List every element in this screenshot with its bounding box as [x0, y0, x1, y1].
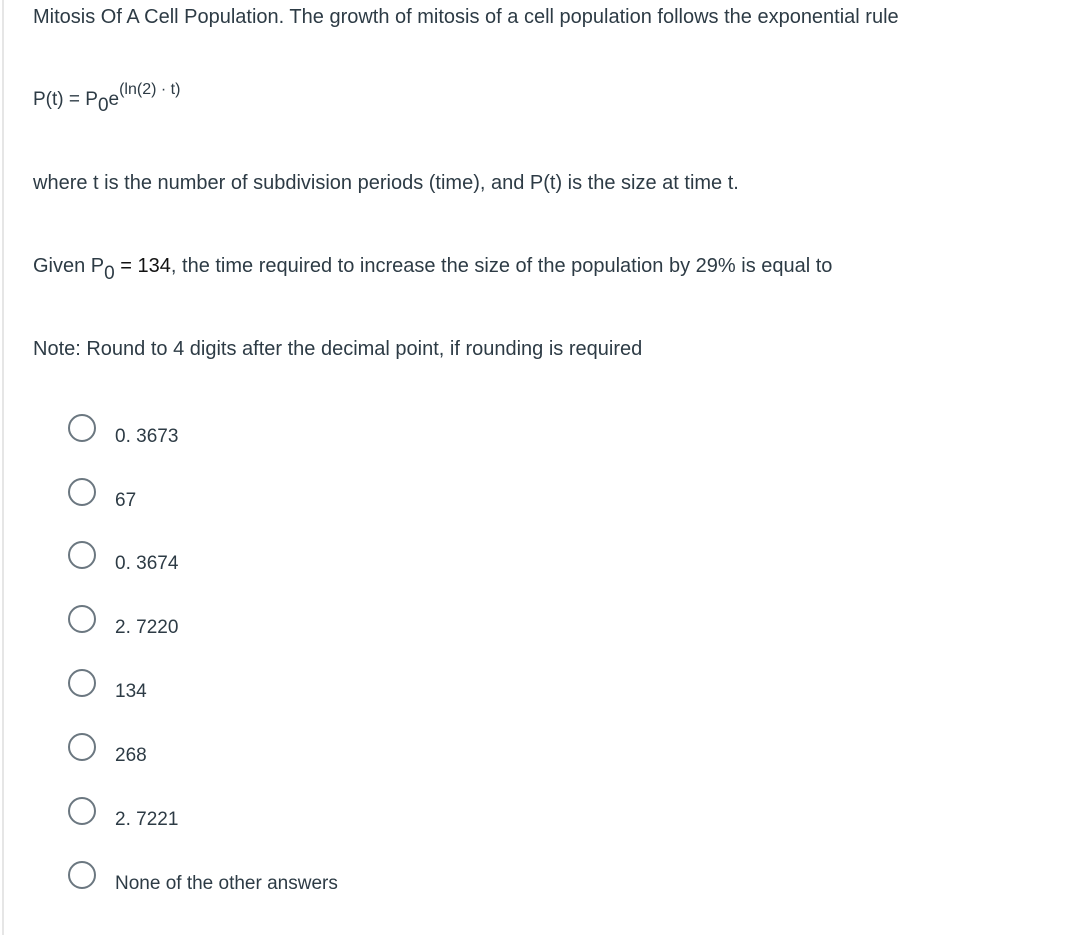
given-prefix: Given P	[33, 255, 105, 277]
given-subscript: 0	[104, 263, 115, 284]
answer-label: 0. 3673	[115, 426, 179, 447]
left-border	[2, 0, 4, 935]
where-text: where t is the number of subdivision periods (time), and P(t) is the size at time t.	[33, 172, 739, 194]
answer-option-6[interactable]	[68, 733, 468, 767]
answer-label: 67	[115, 490, 137, 511]
radio-button-icon[interactable]	[68, 797, 96, 825]
answer-option-2[interactable]	[68, 478, 468, 512]
radio-button-icon[interactable]	[68, 669, 96, 697]
answer-option-8[interactable]	[68, 861, 468, 895]
given-eq: =	[114, 255, 138, 277]
given-rest: , the time required to increase the size of the population by 29% is equal to	[170, 255, 833, 277]
radio-button-icon[interactable]	[68, 478, 96, 506]
given-value: 134	[137, 255, 171, 277]
answer-label: 2. 7220	[115, 617, 179, 638]
note-text: Note: Round to 4 digits after the decimal point, if rounding is required	[33, 338, 643, 360]
answer-option-3[interactable]	[68, 541, 468, 575]
answer-label: 0. 3674	[115, 553, 179, 574]
formula	[33, 81, 181, 116]
formula-subscript: 0	[97, 95, 109, 116]
answer-label: None of the other answers	[115, 873, 338, 894]
answer-option-7[interactable]	[68, 797, 468, 831]
answer-option-4[interactable]	[68, 605, 468, 639]
answer-label: 134	[115, 681, 147, 702]
answer-label: 268	[115, 745, 147, 766]
radio-button-icon[interactable]	[68, 414, 96, 442]
formula-base: e	[108, 89, 120, 110]
answer-option-1[interactable]	[68, 414, 468, 448]
formula-lhs: P(t) = P	[33, 89, 98, 110]
question-title: Mitosis Of A Cell Population. The growth of mitosis of a cell population follows the exponential rule	[33, 6, 899, 28]
radio-button-icon[interactable]	[68, 605, 96, 633]
answer-label: 2. 7221	[115, 809, 179, 830]
formula-exponent: (ln(2) · t)	[119, 81, 181, 98]
given-text	[33, 254, 833, 284]
answer-option-5[interactable]	[68, 669, 468, 703]
radio-button-icon[interactable]	[68, 541, 96, 569]
radio-button-icon[interactable]	[68, 861, 96, 889]
radio-button-icon[interactable]	[68, 733, 96, 761]
